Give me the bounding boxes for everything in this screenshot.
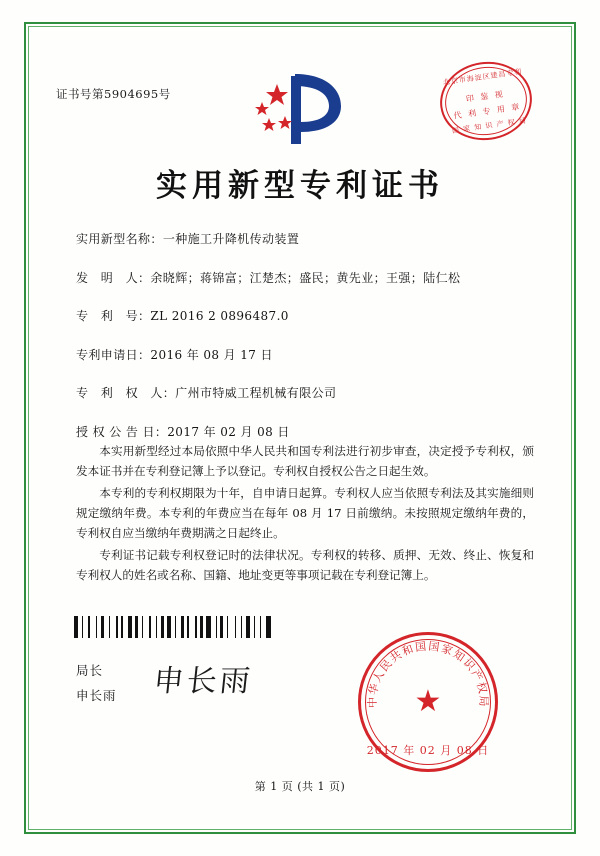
field-value: 广州市特威工程机械有限公司	[175, 386, 337, 400]
paragraph: 专利证书记载专利权登记时的法律状况。专利权的转移、质押、无效、终止、恢复和专利权人的姓名或名称、国籍、地址变更等事项记载在专利登记簿上。	[76, 547, 534, 582]
star-icon: ★	[414, 684, 442, 719]
page-footer: 第 1 页 (共 1 页)	[254, 780, 346, 793]
field-value: 一种施工升降机传动装置	[162, 232, 300, 246]
paragraph: 本专利的专利权期限为十年，自申请日起算。专利权人应当依照专利法及其实施细则规定缴纳年费。本专利的年费应当在每年 08 月 17 日前缴纳。未按照规定缴纳年费的，专利权自应当缴纳年费期满之日起终止。	[76, 485, 534, 540]
field-label: 发 明 人：	[76, 270, 151, 285]
field-list	[76, 230, 536, 461]
field-value: 2016 年 08 月 17 日	[150, 347, 273, 362]
field-row	[76, 230, 536, 247]
agency-seal-line2: 印 鉴 视	[465, 89, 506, 104]
agency-seal-line3: 代 利 专 用 章	[453, 102, 522, 121]
signature-block	[76, 658, 117, 708]
field-value: 2017 年 02 月 08 日	[167, 424, 290, 439]
field-label: 实用新型名称：	[76, 232, 163, 246]
certificate-number	[56, 86, 171, 102]
cnipa-logo-icon	[235, 66, 365, 152]
field-label: 授 权 公 告 日：	[76, 424, 168, 439]
svg-text:中华人民共和国国家知识产权局: 中华人民共和国国家知识产权局	[365, 639, 491, 708]
certificate-number-suffix: 号	[158, 87, 171, 101]
field-value: 余晓辉；蒋锦富；江楚杰；盛民；黄先业；王强；陆仁松	[150, 270, 461, 285]
agency-seal-line4: 国 家 知 识 产 权 局	[451, 116, 528, 135]
official-seal-stamp	[358, 632, 498, 772]
page-title: 实用新型专利证书	[156, 168, 444, 204]
field-row	[76, 346, 536, 363]
paragraph: 本实用新型经过本局依照中华人民共和国专利法进行初步审查，决定授予专利权，颁发本证书并在专利登记簿上予以登记。专利权自授权公告之日起生效。	[76, 444, 534, 478]
handwritten-signature: 申长雨	[151, 664, 255, 699]
field-row	[76, 307, 536, 324]
barcode	[74, 616, 274, 638]
certificate-number-value: 5904695	[104, 87, 159, 101]
certificate-content	[46, 44, 554, 812]
certificate-number-label: 证书号第	[56, 87, 104, 101]
field-row	[76, 269, 536, 286]
field-label: 专 利 号：	[76, 309, 151, 323]
field-row	[76, 423, 536, 440]
field-value: ZL 2016 2 0896487.0	[150, 309, 289, 323]
field-label: 专利申请日：	[76, 347, 151, 362]
agency-seal-line1: 北京市海淀区建昌专利	[442, 67, 523, 87]
field-label: 专 利 权 人：	[76, 386, 176, 400]
legal-text-block	[76, 442, 534, 588]
agency-seal-stamp	[435, 56, 537, 146]
field-row	[76, 384, 536, 401]
seal-date: 2017 年 02 月 08 日	[366, 744, 490, 757]
signature-name: 申长雨	[76, 688, 117, 703]
signature-role: 局长	[76, 663, 104, 678]
